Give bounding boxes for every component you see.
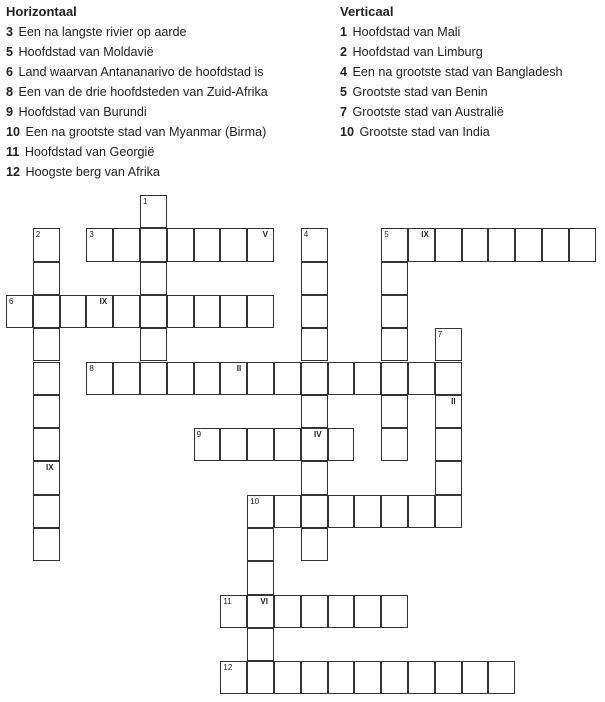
grid-cell[interactable] <box>381 228 408 261</box>
clue-number: 3 <box>6 25 14 39</box>
grid-cell[interactable] <box>33 295 60 328</box>
grid-cell[interactable] <box>381 395 408 428</box>
grid-cell[interactable] <box>435 228 462 261</box>
grid-cell[interactable] <box>301 328 328 361</box>
grid-cell[interactable] <box>408 362 435 395</box>
clue-number: 12 <box>6 165 21 179</box>
grid-cell[interactable] <box>435 362 462 395</box>
cell-mark: II <box>236 363 242 373</box>
grid-cell[interactable] <box>435 328 462 361</box>
grid-cell[interactable] <box>60 295 87 328</box>
clue-text: Hoofdstad van Moldavië <box>18 45 154 59</box>
cell-number: 2 <box>35 230 41 240</box>
grid-cell[interactable] <box>140 228 167 261</box>
cell-mark: IX <box>46 463 54 473</box>
grid-cell[interactable] <box>354 362 381 395</box>
grid-cell[interactable] <box>462 661 489 694</box>
grid-cell[interactable] <box>33 428 60 461</box>
clue-number: 2 <box>340 45 348 59</box>
grid-cell[interactable] <box>408 661 435 694</box>
grid-cell[interactable] <box>381 495 408 528</box>
clue-text: Een na langste rivier op aarde <box>18 25 187 39</box>
clues-vertical-title: Verticaal <box>340 4 394 19</box>
grid-cell[interactable] <box>301 395 328 428</box>
grid-cell[interactable] <box>194 295 221 328</box>
grid-cell[interactable] <box>194 362 221 395</box>
grid-cell[interactable] <box>113 228 140 261</box>
clue-number: 7 <box>340 105 348 119</box>
grid-cell[interactable] <box>247 561 274 594</box>
grid-cell[interactable] <box>33 495 60 528</box>
grid-cell[interactable] <box>301 428 328 461</box>
grid-cell[interactable] <box>408 495 435 528</box>
grid-cell[interactable] <box>301 528 328 561</box>
grid-cell[interactable] <box>247 661 274 694</box>
grid-cell[interactable] <box>274 661 301 694</box>
grid-cell[interactable] <box>569 228 596 261</box>
cell-mark: IV <box>314 430 322 440</box>
grid-cell[interactable] <box>33 228 60 261</box>
grid-cell[interactable] <box>247 228 274 261</box>
grid-cell[interactable] <box>274 595 301 628</box>
clues-horizontal-title: Horizontaal <box>6 4 77 19</box>
grid-cell[interactable] <box>435 461 462 494</box>
grid-cell[interactable] <box>354 661 381 694</box>
grid-cell[interactable] <box>140 328 167 361</box>
grid-cell[interactable] <box>462 228 489 261</box>
grid-cell[interactable] <box>301 262 328 295</box>
cell-number: 4 <box>303 230 309 240</box>
cell-number: 1 <box>143 197 148 206</box>
grid-cell[interactable] <box>247 628 274 661</box>
clue-number: 5 <box>340 85 348 99</box>
grid-cell[interactable] <box>354 495 381 528</box>
grid-cell[interactable] <box>328 595 355 628</box>
grid-cell[interactable] <box>381 362 408 395</box>
cell-number: 6 <box>9 296 14 306</box>
grid-cell[interactable] <box>33 395 60 428</box>
grid-cell[interactable] <box>6 295 33 328</box>
cell-number: 9 <box>196 430 202 440</box>
cell-mark: VI <box>260 596 268 606</box>
cell-number: 12 <box>223 663 233 673</box>
cell-number: 10 <box>250 496 260 506</box>
grid-cell[interactable] <box>301 295 328 328</box>
grid-cell[interactable] <box>435 395 462 428</box>
grid-cell[interactable] <box>140 362 167 395</box>
grid-cell[interactable] <box>328 362 355 395</box>
cell-mark: IX <box>99 296 108 306</box>
cell-number: 3 <box>89 230 94 240</box>
grid-cell[interactable] <box>408 228 435 261</box>
clue-text: Hoofdstad van Georgië <box>24 145 155 159</box>
clue-text: Grootste stad van Australië <box>352 105 504 119</box>
grid-cell[interactable] <box>247 595 274 628</box>
grid-cell[interactable] <box>86 228 113 261</box>
clue-number: 10 <box>6 125 21 139</box>
grid-cell[interactable] <box>274 362 301 395</box>
grid-cell[interactable] <box>33 328 60 361</box>
grid-cell[interactable] <box>167 228 194 261</box>
grid-cell[interactable] <box>435 661 462 694</box>
clue-number: 5 <box>6 45 14 59</box>
clue-number: 6 <box>6 65 14 79</box>
grid-cell[interactable] <box>301 362 328 395</box>
grid-cell[interactable] <box>33 461 60 494</box>
grid-cell[interactable] <box>33 362 60 395</box>
grid-cell[interactable] <box>328 428 355 461</box>
grid-cell[interactable] <box>381 661 408 694</box>
grid-cell[interactable] <box>515 228 542 261</box>
grid-cell[interactable] <box>301 595 328 628</box>
grid-cell[interactable] <box>381 428 408 461</box>
grid-cell[interactable] <box>86 362 113 395</box>
grid-cell[interactable] <box>220 595 247 628</box>
cell-number: 7 <box>437 330 443 340</box>
grid-cell[interactable] <box>301 495 328 528</box>
cell-number: 5 <box>384 230 389 240</box>
grid-cell[interactable] <box>194 428 221 461</box>
cell-number: 8 <box>89 363 94 373</box>
grid-cell[interactable] <box>381 295 408 328</box>
grid-cell[interactable] <box>435 428 462 461</box>
grid-cell[interactable] <box>274 428 301 461</box>
grid-cell[interactable] <box>140 195 167 228</box>
grid-cell[interactable] <box>488 661 515 694</box>
grid-cell[interactable] <box>328 661 355 694</box>
grid-cell[interactable] <box>381 328 408 361</box>
grid-cell[interactable] <box>247 428 274 461</box>
grid-cell[interactable] <box>301 228 328 261</box>
grid-cell[interactable] <box>113 362 140 395</box>
cell-mark: V <box>262 230 268 240</box>
grid-cell[interactable] <box>167 362 194 395</box>
clue-number: 4 <box>340 65 348 79</box>
grid-cell[interactable] <box>247 495 274 528</box>
cell-mark: II <box>451 396 456 406</box>
grid-cell[interactable] <box>354 595 381 628</box>
grid-cell[interactable] <box>488 228 515 261</box>
grid-cell[interactable] <box>274 495 301 528</box>
clue-text: Grootste stad van India <box>359 125 490 139</box>
grid-cell[interactable] <box>220 661 247 694</box>
grid-cell[interactable] <box>220 428 247 461</box>
grid-cell[interactable] <box>220 362 247 395</box>
clue-text: Hoofdstad van Limburg <box>352 45 483 59</box>
grid-cell[interactable] <box>301 461 328 494</box>
clue-text: Hoofdstad van Mali <box>352 25 461 39</box>
grid-cell[interactable] <box>301 661 328 694</box>
grid-cell[interactable] <box>140 295 167 328</box>
grid-cell[interactable] <box>86 295 113 328</box>
clue-number: 11 <box>6 145 20 159</box>
grid-cell[interactable] <box>167 295 194 328</box>
grid-cell[interactable] <box>247 362 274 395</box>
clue-text: Een na grootste stad van Bangladesh <box>352 65 563 79</box>
cell-number: 11 <box>223 596 232 606</box>
cell-mark: IX <box>421 230 429 240</box>
clue-number: 1 <box>340 25 348 39</box>
grid-cell[interactable] <box>247 295 274 328</box>
grid-cell[interactable] <box>220 228 247 261</box>
clue-number: 9 <box>6 105 14 119</box>
clue-text: Grootste stad van Benin <box>352 85 488 99</box>
grid-cell[interactable] <box>33 262 60 295</box>
clue-number: 8 <box>6 85 14 99</box>
grid-cell[interactable] <box>381 262 408 295</box>
grid-cell[interactable] <box>247 528 274 561</box>
grid-cell[interactable] <box>381 595 408 628</box>
grid-cell[interactable] <box>113 295 140 328</box>
clue-text: Land waarvan Antananarivo de hoofdstad is <box>18 65 264 79</box>
grid-cell[interactable] <box>140 262 167 295</box>
clue-number: 10 <box>340 125 355 139</box>
grid-cell[interactable] <box>435 495 462 528</box>
clue-text: Een na grootste stad van Myanmar (Birma) <box>25 125 267 139</box>
grid-cell[interactable] <box>542 228 569 261</box>
clue-text: Hoofdstad van Burundi <box>18 105 147 119</box>
clue-text: Hoogste berg van Afrika <box>25 165 160 179</box>
grid-cell[interactable] <box>33 528 60 561</box>
grid-cell[interactable] <box>328 495 355 528</box>
clue-text: Een van de drie hoofdsteden van Zuid-Afrika <box>18 85 268 99</box>
grid-cell[interactable] <box>194 228 221 261</box>
grid-cell[interactable] <box>220 295 247 328</box>
